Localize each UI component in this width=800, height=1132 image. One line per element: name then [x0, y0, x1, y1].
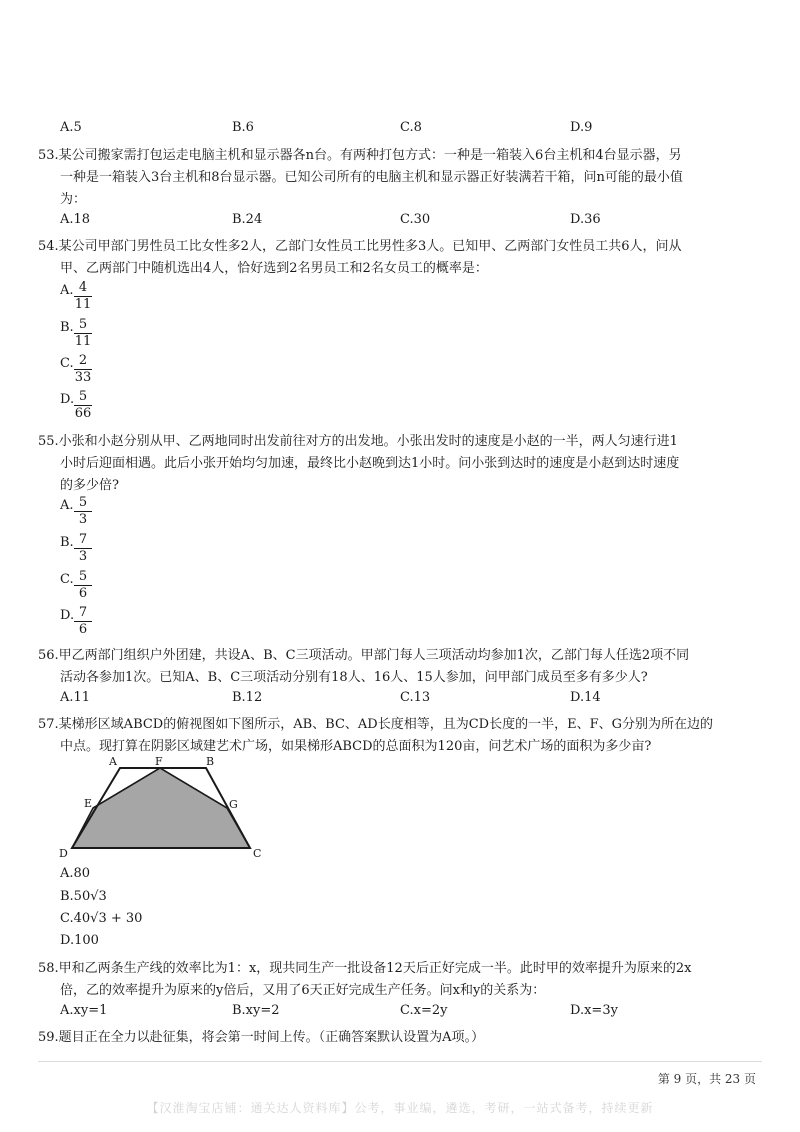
fraction: 7 3	[74, 533, 92, 564]
fraction: 5 6	[74, 570, 92, 601]
option-b: B.6	[232, 120, 254, 135]
option-label: D.	[60, 608, 75, 623]
q58-options	[60, 1003, 760, 1023]
question-58	[38, 958, 760, 1002]
option-label: D.	[60, 392, 75, 407]
question-text-line: 小时后迎面相遇。此后小张开始均匀加速，最终比小赵晚到达1小时。问小张到达时的速度是小赵到达时速度	[60, 456, 680, 471]
option-b: B.24	[232, 212, 263, 227]
option-label: C.	[60, 572, 74, 587]
question-59	[38, 1027, 760, 1049]
option-c: C.30	[400, 212, 431, 227]
label-g: G	[229, 798, 238, 811]
label-e: E	[84, 797, 93, 810]
label-d: D	[59, 847, 68, 860]
question-55	[38, 431, 760, 497]
q57-option-d: D.100	[60, 933, 99, 948]
q57-option-a: A.80	[60, 866, 91, 881]
option-label: A.	[60, 498, 74, 513]
question-54	[38, 236, 760, 280]
option-label: B.	[60, 535, 74, 550]
q56-options	[60, 690, 760, 710]
option-b: B.xy=2	[232, 1003, 280, 1018]
question-text-line: 中点。现打算在阴影区域建艺术广场，如果梯形ABCD的总面积为120亩，问艺术广场的面积为多少亩?	[60, 739, 652, 754]
fraction: 2 33	[74, 353, 92, 385]
option-c: C.13	[400, 690, 431, 705]
option-c: C.x=2y	[400, 1003, 448, 1018]
watermark-text: 【汉淮淘宝店铺：通关达人资料库】公考，事业编，遴选，考研，一站式备考，持续更新	[146, 1101, 654, 1115]
question-text-line: 55.小张和小赵分别从甲、乙两地同时出发前往对方的出发地。小张出发时的速度是小赵的一半，两人匀速行进1	[38, 434, 678, 449]
question-text-line: 59.题目正在全力以赴征集，将会第一时间上传。（正确答案默认设置为A项。）	[38, 1030, 485, 1045]
option-a: A.5	[60, 120, 82, 135]
fraction: 4 11	[74, 280, 92, 312]
q57-option-c: C.40√3 + 30	[60, 911, 143, 926]
option-d: D.14	[570, 690, 601, 705]
question-text-line: 54.某公司甲部门男性员工比女性多2人，乙部门女性员工比男性多3人。已知甲、乙两部门女性员工共6人，问从	[38, 239, 682, 254]
question-53	[38, 145, 760, 211]
q53-options	[60, 212, 760, 232]
question-text-line: 倍，乙的效率提升为原来的y倍后，又用了6天正好完成生产任务。问x和y的关系为：	[60, 983, 546, 998]
question-57	[38, 714, 760, 758]
question-text-line: 活动各参加1次。已知A、B、C三项活动分别有18人、16人、15人参加，问甲部门成员至多有多少人?	[60, 670, 648, 685]
q52-options	[60, 120, 760, 140]
question-text-line: 58.甲和乙两条生产线的效率比为1：x，现共同生产一批设备12天后正好完成一半。此时甲的效率提升为原来的2x	[38, 961, 692, 976]
label-f: F	[155, 756, 163, 768]
option-d: D.36	[570, 212, 601, 227]
shaded-region	[72, 768, 250, 848]
option-label: B.	[60, 320, 74, 335]
option-label: A.	[60, 283, 74, 298]
fraction: 7 6	[74, 606, 92, 637]
fraction: 5 66	[74, 389, 92, 421]
question-text-line: 为：	[60, 192, 87, 207]
question-text-line: 的多少倍?	[60, 478, 119, 493]
question-text-line: 甲、乙两部门中随机选出4人，恰好选到2名男员工和2名女员工的概率是：	[60, 261, 488, 276]
label-c: C	[253, 847, 262, 860]
question-text-line: 56.甲乙两部门组织户外团建，共设A、B、C三项活动。甲部门每人三项活动均参加1次，乙部门每人任选2项不同	[38, 648, 690, 663]
footer-divider	[38, 1061, 762, 1062]
option-a: A.18	[60, 212, 91, 227]
option-a: A.11	[60, 690, 91, 705]
q57-option-b: B.50√3	[60, 889, 107, 904]
option-d: D.9	[570, 120, 593, 135]
label-b: B	[206, 756, 215, 768]
page-number: 第 9 页，共 23 页	[657, 1072, 756, 1086]
question-text-line: 一种是一箱装入3台主机和8台显示器。已知公司所有的电脑主机和显示器正好装满若干箱，问n可能的最小值	[60, 170, 683, 185]
fraction: 5 3	[74, 496, 92, 527]
question-text-line: 53.某公司搬家需打包运走电脑主机和显示器各n台。有两种打包方式：一种是一箱装入6台主机和4台显示器，另	[38, 148, 682, 163]
option-d: D.x=3y	[570, 1003, 618, 1018]
option-label: C.	[60, 356, 74, 371]
question-text-line: 57.某梯形区域ABCD的俯视图如下图所示，AB、BC、AD长度相等，且为CD长度的一半，E、F、G分别为所在边的	[38, 717, 713, 732]
label-a: A	[109, 756, 117, 768]
option-c: C.8	[400, 120, 422, 135]
fraction: 5 11	[74, 317, 92, 349]
trapezoid-figure	[55, 756, 270, 861]
question-56	[38, 645, 760, 689]
option-a: A.xy=1	[60, 1003, 108, 1018]
option-b: B.12	[232, 690, 263, 705]
